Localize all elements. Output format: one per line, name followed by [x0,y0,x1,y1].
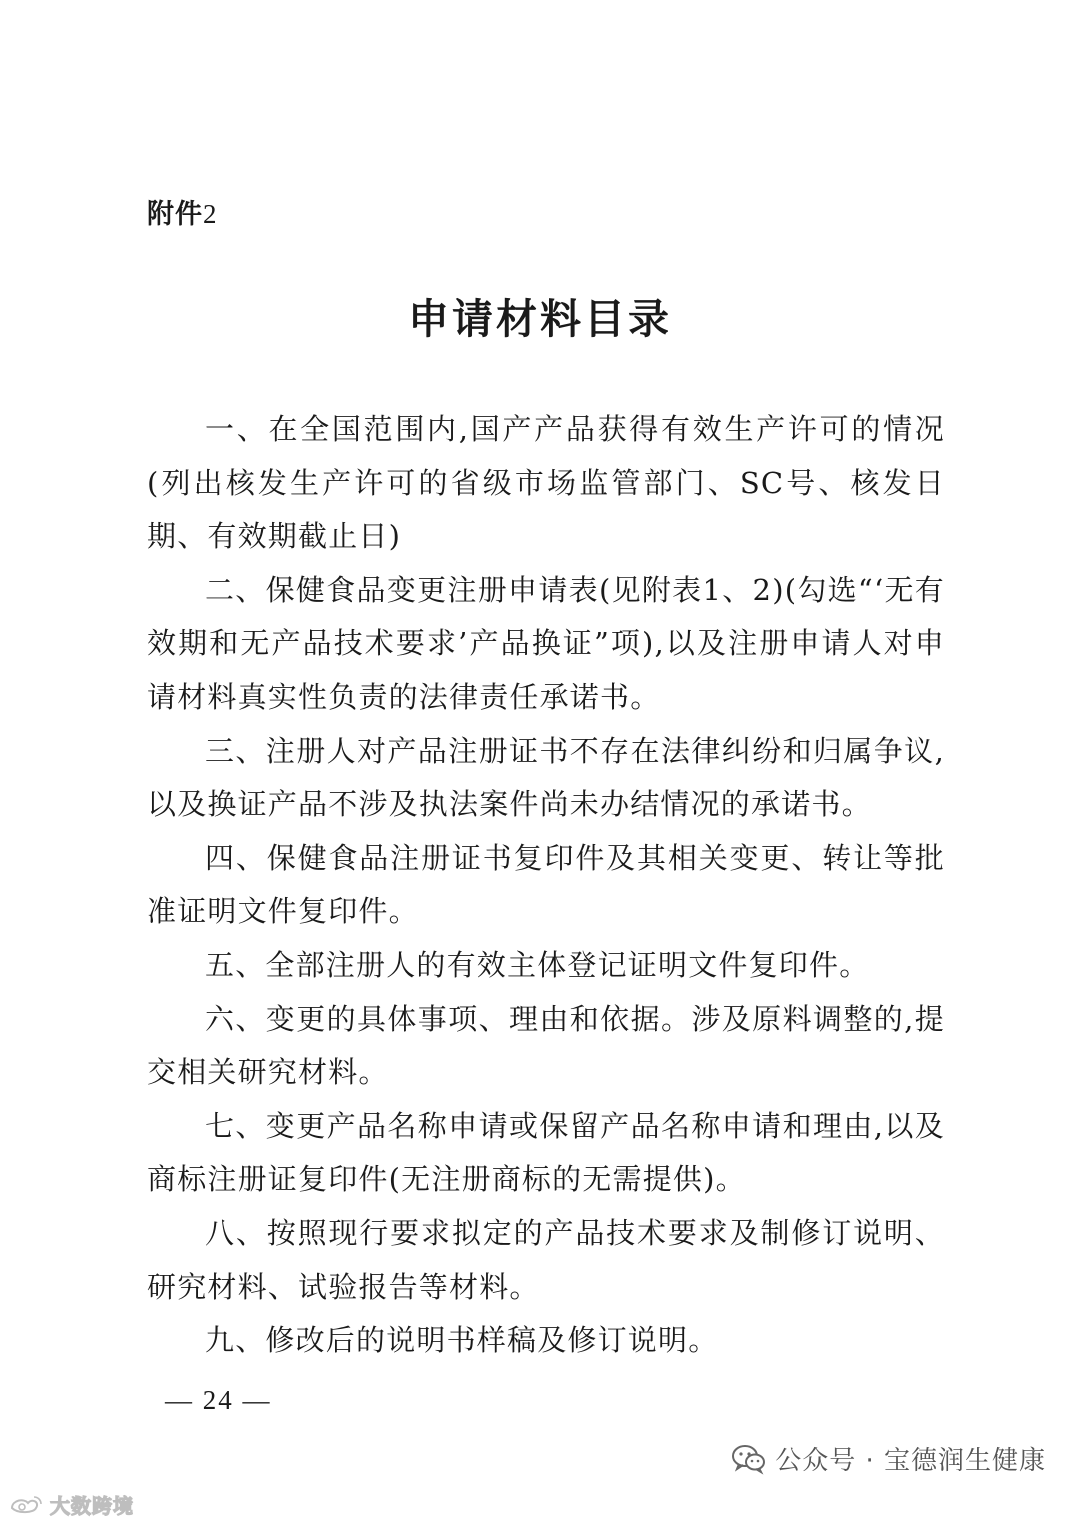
attachment-label [147,192,218,231]
brand-watermark-text: 大数跨境 [50,1494,134,1518]
wechat-icon [731,1443,767,1475]
list-item: 六、变更的具体事项、理由和依据。涉及原料调整的,提交相关研究材料。 [147,1001,945,1090]
list-item: 五、全部注册人的有效主体登记证明文件复印件。 [205,947,870,982]
list-item: 四、保健食品注册证书复印件及其相关变更、转让等批准证明文件复印件。 [147,840,945,929]
list-item: 九、修改后的说明书样稿及修订说明。 [205,1323,719,1358]
attachment-number: 2 [203,199,218,229]
list-item: 三、注册人对产品注册证书不存在法律纠纷和归属争议,以及换证产品不涉及执法案件尚未办结情况的承诺书。 [147,733,945,822]
brand-watermark [8,1490,134,1519]
wechat-watermark [731,1440,1046,1477]
weibo-logo-icon [8,1494,44,1516]
list-item: 七、变更产品名称申请或保留产品名称申请和理由,以及商标注册证复印件(无注册商标的无需提供)。 [147,1108,945,1197]
materials-list [147,403,945,1368]
list-item: 二、保健食品变更注册申请表(见附表1、2)(勾选“‘无有效期和无产品技术要求’产品换证”项),以及注册申请人对申请材料真实性负责的法律责任承诺书。 [147,572,945,714]
wechat-watermark-text: 公众号 · 宝德润生健康 [775,1446,1046,1476]
list-item: 一、在全国范围内,国产产品获得有效生产许可的情况(列出核发生产许可的省级市场监管部门、SC号、核发日期、有效期截止日) [147,412,945,554]
list-item: 八、按照现行要求拟定的产品技术要求及制修订说明、研究材料、试验报告等材料。 [147,1215,945,1304]
page-number: — 24 — [165,1385,272,1415]
attachment-prefix: 附件 [147,199,203,230]
document-title: 申请材料目录 [408,295,672,343]
